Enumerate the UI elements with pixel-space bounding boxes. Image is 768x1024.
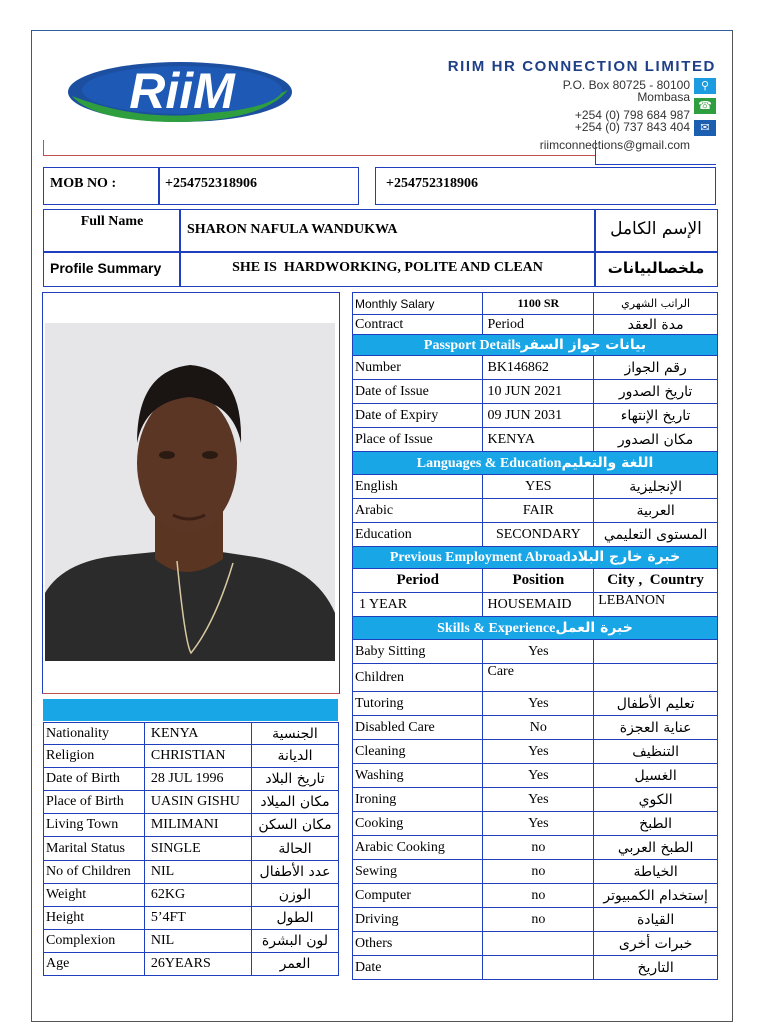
table-row [353, 293, 718, 315]
personal-header-bar [43, 699, 338, 721]
table-row [353, 523, 718, 547]
personal-label: Complexion [44, 930, 145, 953]
row-value: BK146862 [483, 356, 594, 380]
row-label-ar: العربية [594, 499, 718, 523]
table-row [353, 356, 718, 380]
col-position: Position [483, 569, 594, 593]
section-title: Skills & Experience [437, 620, 556, 636]
row-value [483, 956, 594, 980]
row-label-ar: الطبخ [594, 812, 718, 836]
table-row [353, 640, 718, 664]
row-value: Yes [483, 764, 594, 788]
table-row [44, 884, 339, 907]
row-label-ar: الإنجليزية [594, 475, 718, 499]
row-label: Cleaning [353, 740, 483, 764]
table-row [353, 692, 718, 716]
row-label: Arabic Cooking [353, 836, 483, 860]
row-label: Children [353, 664, 483, 692]
row-value: Care [483, 664, 594, 692]
row-label: Education [353, 523, 483, 547]
row-label: Contract [353, 315, 483, 335]
personal-value: NIL [144, 861, 251, 884]
row-label-ar [594, 664, 718, 692]
row-value: FAIR [483, 499, 594, 523]
personal-label: Date of Birth [44, 768, 145, 791]
section-title-ar: بيانات جواز السفر [520, 336, 647, 353]
personal-label: Age [44, 953, 145, 976]
full-name-ar-cell [594, 209, 718, 253]
row-label-ar: تاريخ الإنتهاء [594, 404, 718, 428]
row-label-ar: الكوي [594, 788, 718, 812]
section-title-ar: خبرة خارج البلاد [570, 549, 681, 565]
table-row [44, 745, 339, 768]
table-row [353, 569, 718, 593]
row-label: English [353, 475, 483, 499]
row-label: Date of Issue [353, 380, 483, 404]
personal-label-ar: مكان الميلاد [251, 791, 338, 814]
riim-logo [64, 56, 296, 126]
row-label: Sewing [353, 860, 483, 884]
company-info [448, 58, 716, 151]
row-value: Yes [483, 740, 594, 764]
col-city: City , Country [594, 569, 718, 593]
row-label: Date [353, 956, 483, 980]
row-label-ar: التنظيف [594, 740, 718, 764]
personal-value: UASIN GISHU [144, 791, 251, 814]
table-row [353, 664, 718, 692]
personal-table [43, 722, 339, 976]
location-icon: ⚲ [694, 78, 716, 94]
personal-label-ar: الطول [251, 907, 338, 930]
emp-position: HOUSEMAID [483, 593, 594, 617]
row-label: Monthly Salary [353, 293, 483, 315]
table-row [353, 860, 718, 884]
personal-label: Weight [44, 884, 145, 907]
section-title-ar: اللغة والتعليم [561, 454, 654, 471]
table-row [353, 740, 718, 764]
row-label-ar [594, 640, 718, 664]
full-name-label-cell [43, 209, 181, 253]
personal-value: SINGLE [144, 837, 251, 861]
row-value: Period [483, 315, 594, 335]
table-row [353, 475, 718, 499]
personal-label-ar: مكان السكن [251, 814, 338, 837]
table-row [44, 723, 339, 745]
mob-value-2: +254752318906 [386, 176, 478, 191]
row-label-ar: الغسيل [594, 764, 718, 788]
section-header [353, 335, 718, 356]
details-table [352, 292, 718, 980]
table-row [44, 907, 339, 930]
section-title: Previous Employment Abroad [389, 550, 571, 565]
personal-label-ar: عدد الأطفال [251, 861, 338, 884]
row-value: Yes [483, 692, 594, 716]
row-value: 10 JUN 2021 [483, 380, 594, 404]
row-value: YES [483, 475, 594, 499]
personal-label-ar: الحالة [251, 837, 338, 861]
row-value: Yes [483, 788, 594, 812]
row-label-ar: الراتب الشهري [594, 293, 718, 315]
row-value: no [483, 908, 594, 932]
table-row [44, 861, 339, 884]
table-row [353, 499, 718, 523]
candidate-photo [45, 323, 335, 661]
row-label: Ironing [353, 788, 483, 812]
table-row [353, 380, 718, 404]
mob-value1-cell [158, 167, 359, 205]
row-label: Driving [353, 908, 483, 932]
personal-label: Place of Birth [44, 791, 145, 814]
row-label: Disabled Care [353, 716, 483, 740]
section-header [353, 617, 718, 640]
row-label: Washing [353, 764, 483, 788]
col-period: Period [353, 569, 483, 593]
table-row [353, 547, 718, 569]
row-label-ar: تعليم الأطفال [594, 692, 718, 716]
table-row [44, 791, 339, 814]
table-row [353, 836, 718, 860]
row-value: no [483, 884, 594, 908]
mob-label-cell [43, 167, 160, 205]
table-row [44, 768, 339, 791]
personal-value: 28 JUL 1996 [144, 768, 251, 791]
row-label: Date of Expiry [353, 404, 483, 428]
personal-value: 26YEARS [144, 953, 251, 976]
emp-period: 1 YEAR [353, 593, 483, 617]
personal-label: Height [44, 907, 145, 930]
mob-value2-cell [375, 167, 716, 205]
personal-label: Nationality [44, 723, 145, 745]
profile-value-cell [179, 251, 596, 287]
personal-value: NIL [144, 930, 251, 953]
row-label-ar: تاريخ الصدور [594, 380, 718, 404]
row-label: Cooking [353, 812, 483, 836]
phone-2: +254 (0) 737 843 404 [574, 120, 690, 134]
table-row [44, 953, 339, 976]
blank-row-right [595, 140, 716, 165]
row-value: no [483, 860, 594, 884]
row-value: Yes [483, 640, 594, 664]
table-row [353, 452, 718, 475]
row-value: SECONDARY [483, 523, 594, 547]
row-label: Tutoring [353, 692, 483, 716]
personal-value: MILIMANI [144, 814, 251, 837]
row-value: No [483, 716, 594, 740]
row-value: no [483, 836, 594, 860]
po-box: P.O. Box 80725 - 80100 [562, 78, 690, 92]
table-row [353, 335, 718, 356]
personal-value: CHRISTIAN [144, 745, 251, 768]
row-label: Place of Issue [353, 428, 483, 452]
profile-label-ar: ملخصالبيانات [607, 259, 705, 277]
personal-label-ar: الجنسية [251, 723, 338, 745]
mail-icon: ✉ [694, 120, 716, 136]
row-value: KENYA [483, 428, 594, 452]
personal-label-ar: لون البشرة [251, 930, 338, 953]
personal-label-ar: تاريخ البلاد [251, 768, 338, 791]
row-label-ar: المستوى التعليمي [594, 523, 718, 547]
table-row [353, 617, 718, 640]
personal-value: 5’4FT [144, 907, 251, 930]
section-header [353, 547, 718, 569]
full-name-label-ar: الإسم الكامل [610, 219, 702, 239]
row-value: 09 JUN 2031 [483, 404, 594, 428]
emp-city: LEBANON [594, 593, 718, 617]
personal-label-ar: الديانة [251, 745, 338, 768]
table-row [353, 764, 718, 788]
row-value [483, 932, 594, 956]
row-label-ar: رقم الجواز [594, 356, 718, 380]
logo-text: RiiM [129, 63, 235, 119]
table-row [353, 428, 718, 452]
phone-icon: ☎ [694, 98, 716, 114]
profile-ar-cell [594, 251, 718, 287]
row-label-ar: مدة العقد [594, 315, 718, 335]
personal-label: Marital Status [44, 837, 145, 861]
table-row [353, 884, 718, 908]
table-row [44, 814, 339, 837]
section-title-ar: خبرة العمل [555, 619, 633, 636]
row-label: Baby Sitting [353, 640, 483, 664]
full-name-value-cell [179, 209, 596, 253]
full-name-label: Full Name [80, 214, 144, 229]
table-row [353, 932, 718, 956]
profile-label: Profile Summary [50, 260, 162, 276]
blank-row [43, 140, 596, 156]
section-title: Passport Details [423, 337, 521, 353]
row-label-ar: إستخدام الكمبيوتر [594, 884, 718, 908]
table-row [353, 716, 718, 740]
table-row [353, 908, 718, 932]
company-name: RIIM HR CONNECTION LIMITED [447, 58, 716, 75]
row-label-ar: القيادة [594, 908, 718, 932]
city: Mombasa [637, 90, 690, 104]
mob-label: MOB NO : [50, 176, 117, 191]
personal-label: Religion [44, 745, 145, 768]
row-label-ar: الخياطة [594, 860, 718, 884]
table-row [44, 837, 339, 861]
row-value: 1100 SR [483, 293, 594, 315]
row-value: Yes [483, 812, 594, 836]
personal-value: KENYA [144, 723, 251, 745]
personal-label-ar: العمر [251, 953, 338, 976]
table-row [353, 956, 718, 980]
email: riimconnections@gmail.com [539, 138, 690, 152]
row-label-ar: الطبخ العربي [594, 836, 718, 860]
phone-1: +254 (0) 798 684 987 [574, 108, 690, 122]
mob-value-1: +254752318906 [165, 176, 257, 191]
personal-label: Living Town [44, 814, 145, 837]
profile-value: SHE IS HARDWORKING, POLITE AND CLEAN [232, 260, 543, 275]
row-label-ar: خبرات أخرى [594, 932, 718, 956]
table-row [353, 404, 718, 428]
personal-value: 62KG [144, 884, 251, 907]
personal-label: No of Children [44, 861, 145, 884]
row-label-ar: مكان الصدور [594, 428, 718, 452]
row-label: Computer [353, 884, 483, 908]
row-label: Arabic [353, 499, 483, 523]
table-row [353, 593, 718, 617]
table-row [353, 315, 718, 335]
row-label: Number [353, 356, 483, 380]
personal-label-ar: الوزن [251, 884, 338, 907]
table-row [353, 812, 718, 836]
table-row [353, 788, 718, 812]
section-header [353, 452, 718, 475]
row-label-ar: عناية العجزة [594, 716, 718, 740]
row-label: Others [353, 932, 483, 956]
full-name-value: SHARON NAFULA WANDUKWA [187, 222, 398, 237]
section-title: Languages & Education [416, 455, 562, 471]
row-label-ar: التاريخ [594, 956, 718, 980]
profile-label-cell [43, 251, 181, 287]
right-panel [352, 292, 718, 980]
table-row [44, 930, 339, 953]
